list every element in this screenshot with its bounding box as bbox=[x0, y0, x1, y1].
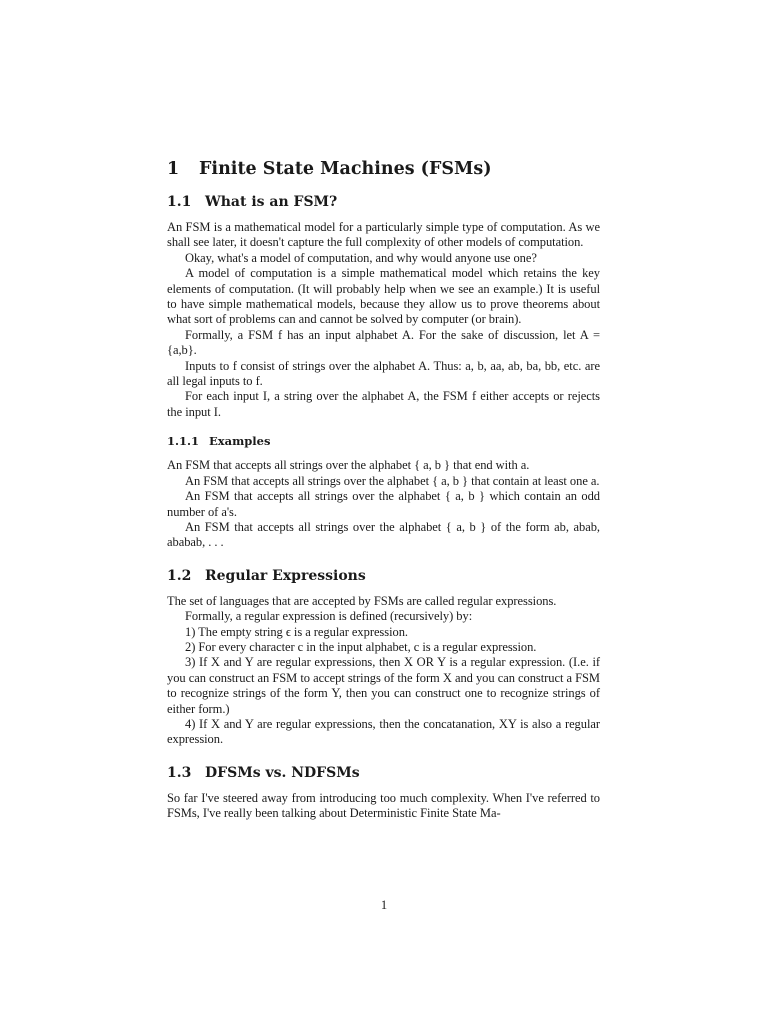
subsection-heading-what-is-fsm bbox=[167, 193, 600, 211]
paragraph: So far I've steered away from introducing too much complexity. When I've referred to FSMs, I've really been talking about Deterministic Finite State Ma- bbox=[167, 790, 600, 821]
subsubsection-number: 1.1.1 bbox=[167, 434, 200, 449]
paragraph: An FSM is a mathematical model for a particularly simple type of computation. As we shall see later, it doesn't capture the full complexity of other models of computation. bbox=[167, 220, 600, 250]
paragraph: A model of computation is a simple mathematical model which retains the key elements of computation. (It will probably help when we see an example.) It is useful to have simple mathematical models, because they allow us to prove theorems about what sort of problems can and cannot be solved by computer (or brain). bbox=[167, 266, 600, 327]
page-body bbox=[167, 158, 600, 822]
example-paragraph: An FSM that accepts all strings over the alphabet { a, b } that end with a. bbox=[167, 458, 530, 473]
subsection-title: What is an FSM? bbox=[205, 194, 338, 210]
example-paragraph: An FSM that accepts all strings over the alphabet { a, b } that contain at least one a. bbox=[185, 473, 600, 488]
paragraph: Okay, what's a model of computation, and why would anyone use one? bbox=[185, 250, 537, 265]
paragraph: Formally, a regular expression is defined (recursively) by: bbox=[185, 609, 473, 624]
paragraph: Formally, a FSM f has an input alphabet A. For the sake of discussion, let A = {a,b}. bbox=[167, 327, 600, 358]
rule-item: 3) If X and Y are regular expressions, then X OR Y is a regular expression. (I.e. if you can construct an FSM to accept strings of the form X and you can construct a FSM to recognize strings of the form Y, then you can construct one to recognize strings of either form.) bbox=[167, 655, 600, 716]
subsection-number: 1.1 bbox=[167, 194, 192, 210]
example-paragraph: An FSM that accepts all strings over the alphabet { a, b } of the form ab, abab, ababab, . . . bbox=[167, 519, 600, 550]
rule-item: 2) For every character c in the input alphabet, c is a regular expression. bbox=[185, 639, 537, 654]
section-title: Finite State Machines (FSMs) bbox=[199, 159, 492, 179]
paragraph: The set of languages that are accepted by FSMs are called regular expressions. bbox=[167, 593, 557, 608]
page-number: 1 bbox=[380, 898, 388, 912]
rule-item: 4) If X and Y are regular expressions, then the concatanation, XY is also a regular expression. bbox=[167, 716, 600, 747]
subsubsection-title: Examples bbox=[209, 434, 271, 449]
rule-item: 1) The empty string ϵ is a regular expression. bbox=[185, 624, 408, 639]
paragraph: Inputs to f consist of strings over the alphabet A. Thus: a, b, aa, ab, ba, bb, etc. are all legal inputs to f. bbox=[167, 358, 600, 389]
subsubsection-heading-examples bbox=[167, 434, 600, 449]
subsection-number: 1.3 bbox=[167, 764, 192, 781]
subsection-heading-dfsm-vs-ndfsm bbox=[167, 764, 600, 782]
example-paragraph: An FSM that accepts all strings over the alphabet { a, b } which contain an odd number of a's. bbox=[167, 489, 600, 519]
subsection-number: 1.2 bbox=[167, 567, 192, 584]
paragraph: For each input I, a string over the alphabet A, the FSM f either accepts or rejects the input I. bbox=[167, 389, 600, 419]
subsection-title: Regular Expressions bbox=[205, 567, 366, 584]
section-heading bbox=[167, 158, 600, 180]
section-number: 1 bbox=[167, 159, 180, 179]
subsection-heading-regular-expressions bbox=[167, 567, 600, 585]
subsection-title: DFSMs vs. NDFSMs bbox=[205, 764, 360, 781]
